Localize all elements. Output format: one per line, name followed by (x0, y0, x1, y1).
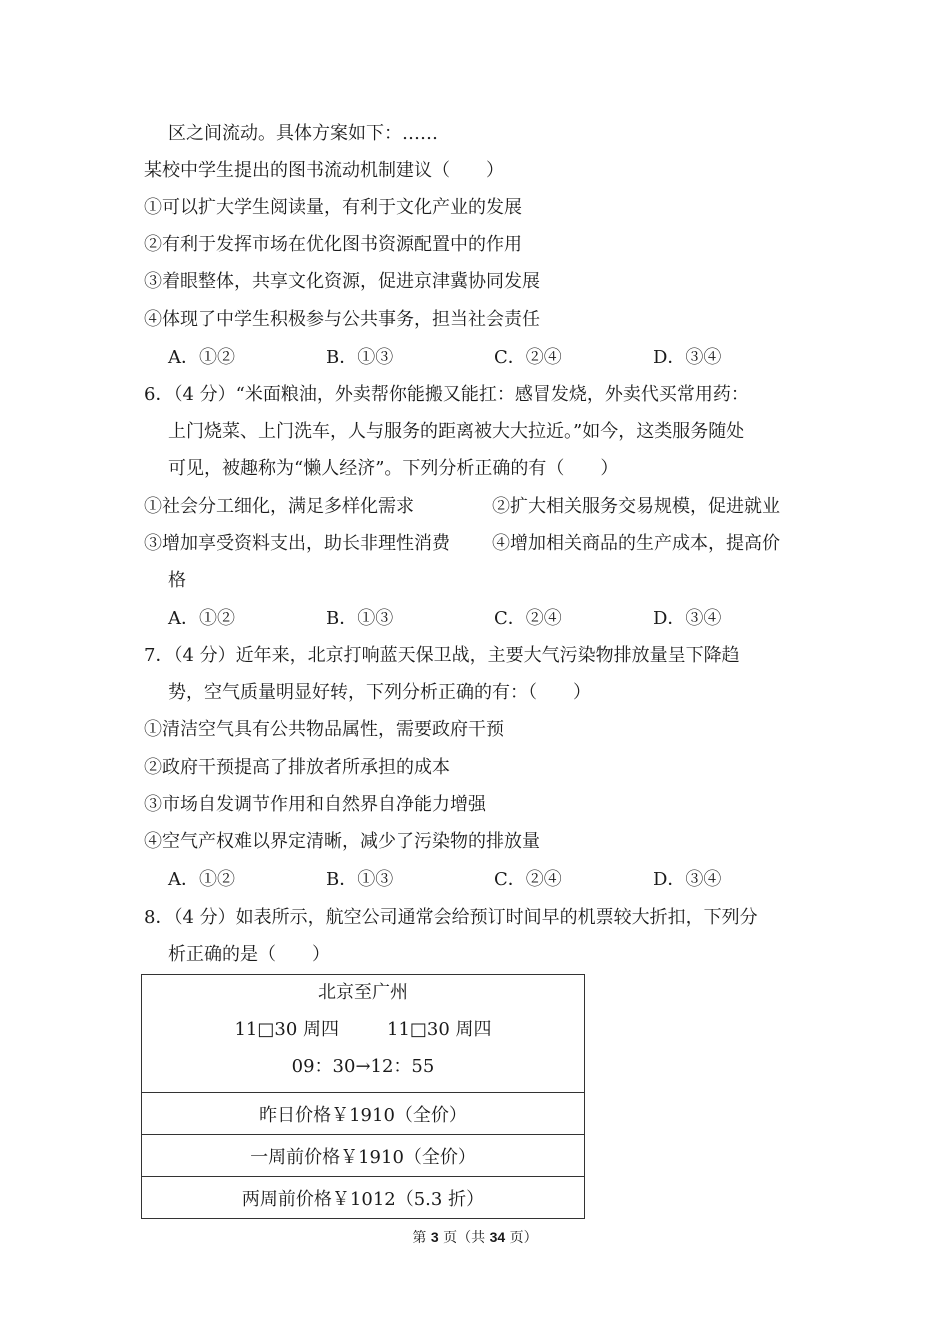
option-a: A．①② (168, 869, 235, 890)
fare-table (141, 974, 585, 1219)
statement: ④增加相关商品的生产成本，提高价 (492, 533, 780, 554)
question-6-stem: 6．（4 分）“米面粮油，外卖帮你能搬又能扛：感冒发烧，外卖代买常用药： (144, 384, 749, 405)
option-a: A．①② (168, 608, 235, 629)
option-d: D．③④ (653, 608, 722, 629)
flight-info-cell (142, 975, 585, 1093)
question-7-stem: 势，空气质量明显好转，下列分析正确的有：（ ） (168, 682, 591, 703)
statement: ④体现了中学生积极参与公共事务，担当社会责任 (144, 309, 540, 330)
statement: ②扩大相关服务交易规模，促进就业 (492, 496, 780, 517)
flight-dates (142, 1018, 584, 1042)
question-5-stem: 某校中学生提出的图书流动机制建议（ ） (144, 160, 504, 181)
question-6-stem: 上门烧菜、上门洗车，人与服务的距离被大大拉近。”如今，这类服务随处 (168, 421, 745, 442)
option-b: B．①③ (326, 869, 394, 890)
arrival-date: 11□30 周四 (387, 1019, 492, 1040)
statement: ①清洁空气具有公共物品属性，需要政府干预 (144, 719, 504, 740)
option-c: C．②④ (494, 347, 562, 368)
question-7-stem: 7．（4 分）近年来，北京打响蓝天保卫战，主要大气污染物排放量呈下降趋 (144, 645, 740, 666)
statement: ①社会分工细化，满足多样化需求 (144, 496, 414, 517)
statement: ③市场自发调节作用和自然界自净能力增强 (144, 794, 486, 815)
page-number: 3 (430, 1229, 439, 1245)
question-8-stem: 8．（4 分）如表所示，航空公司通常会给预订时间早的机票较大折扣，下列分 (144, 907, 758, 928)
option-a: A．①② (168, 347, 235, 368)
statement: ①可以扩大学生阅读量，有利于文化产业的发展 (144, 197, 522, 218)
price-yesterday: 昨日价格￥1910（全价） (142, 1093, 585, 1135)
option-d: D．③④ (653, 347, 722, 368)
route: 北京至广州 (318, 982, 408, 1003)
option-d: D．③④ (653, 869, 722, 890)
option-b: B．①③ (326, 608, 394, 629)
price-one-week: 一周前价格￥1910（全价） (142, 1135, 585, 1177)
statement: ③着眼整体，共享文化资源，促进京津冀协同发展 (144, 271, 540, 292)
price-two-weeks: 两周前价格￥1012（5.3 折） (142, 1177, 585, 1219)
option-c: C．②④ (494, 869, 562, 890)
statement: ②有利于发挥市场在优化图书资源配置中的作用 (144, 234, 522, 255)
option-b: B．①③ (326, 347, 394, 368)
statement: ④空气产权难以界定清晰，减少了污染物的排放量 (144, 831, 540, 852)
page-footer: 第 3 页（共 34 页） (412, 1229, 538, 1246)
statement-continuation: 格 (168, 570, 186, 591)
question-5-continuation: 区之间流动。具体方案如下：…… (168, 123, 438, 144)
statement: ③增加享受资料支出，助长非理性消费 (144, 533, 450, 554)
flight-time: 09：30→12：55 (291, 1056, 435, 1077)
question-8-stem: 析正确的是（ ） (168, 944, 330, 965)
option-c: C．②④ (494, 608, 562, 629)
page-total: 34 (489, 1229, 506, 1245)
statement: ②政府干预提高了排放者所承担的成本 (144, 757, 450, 778)
departure-date: 11□30 周四 (234, 1019, 339, 1040)
question-6-stem: 可见，被趣称为“懒人经济”。下列分析正确的有（ ） (168, 458, 619, 479)
